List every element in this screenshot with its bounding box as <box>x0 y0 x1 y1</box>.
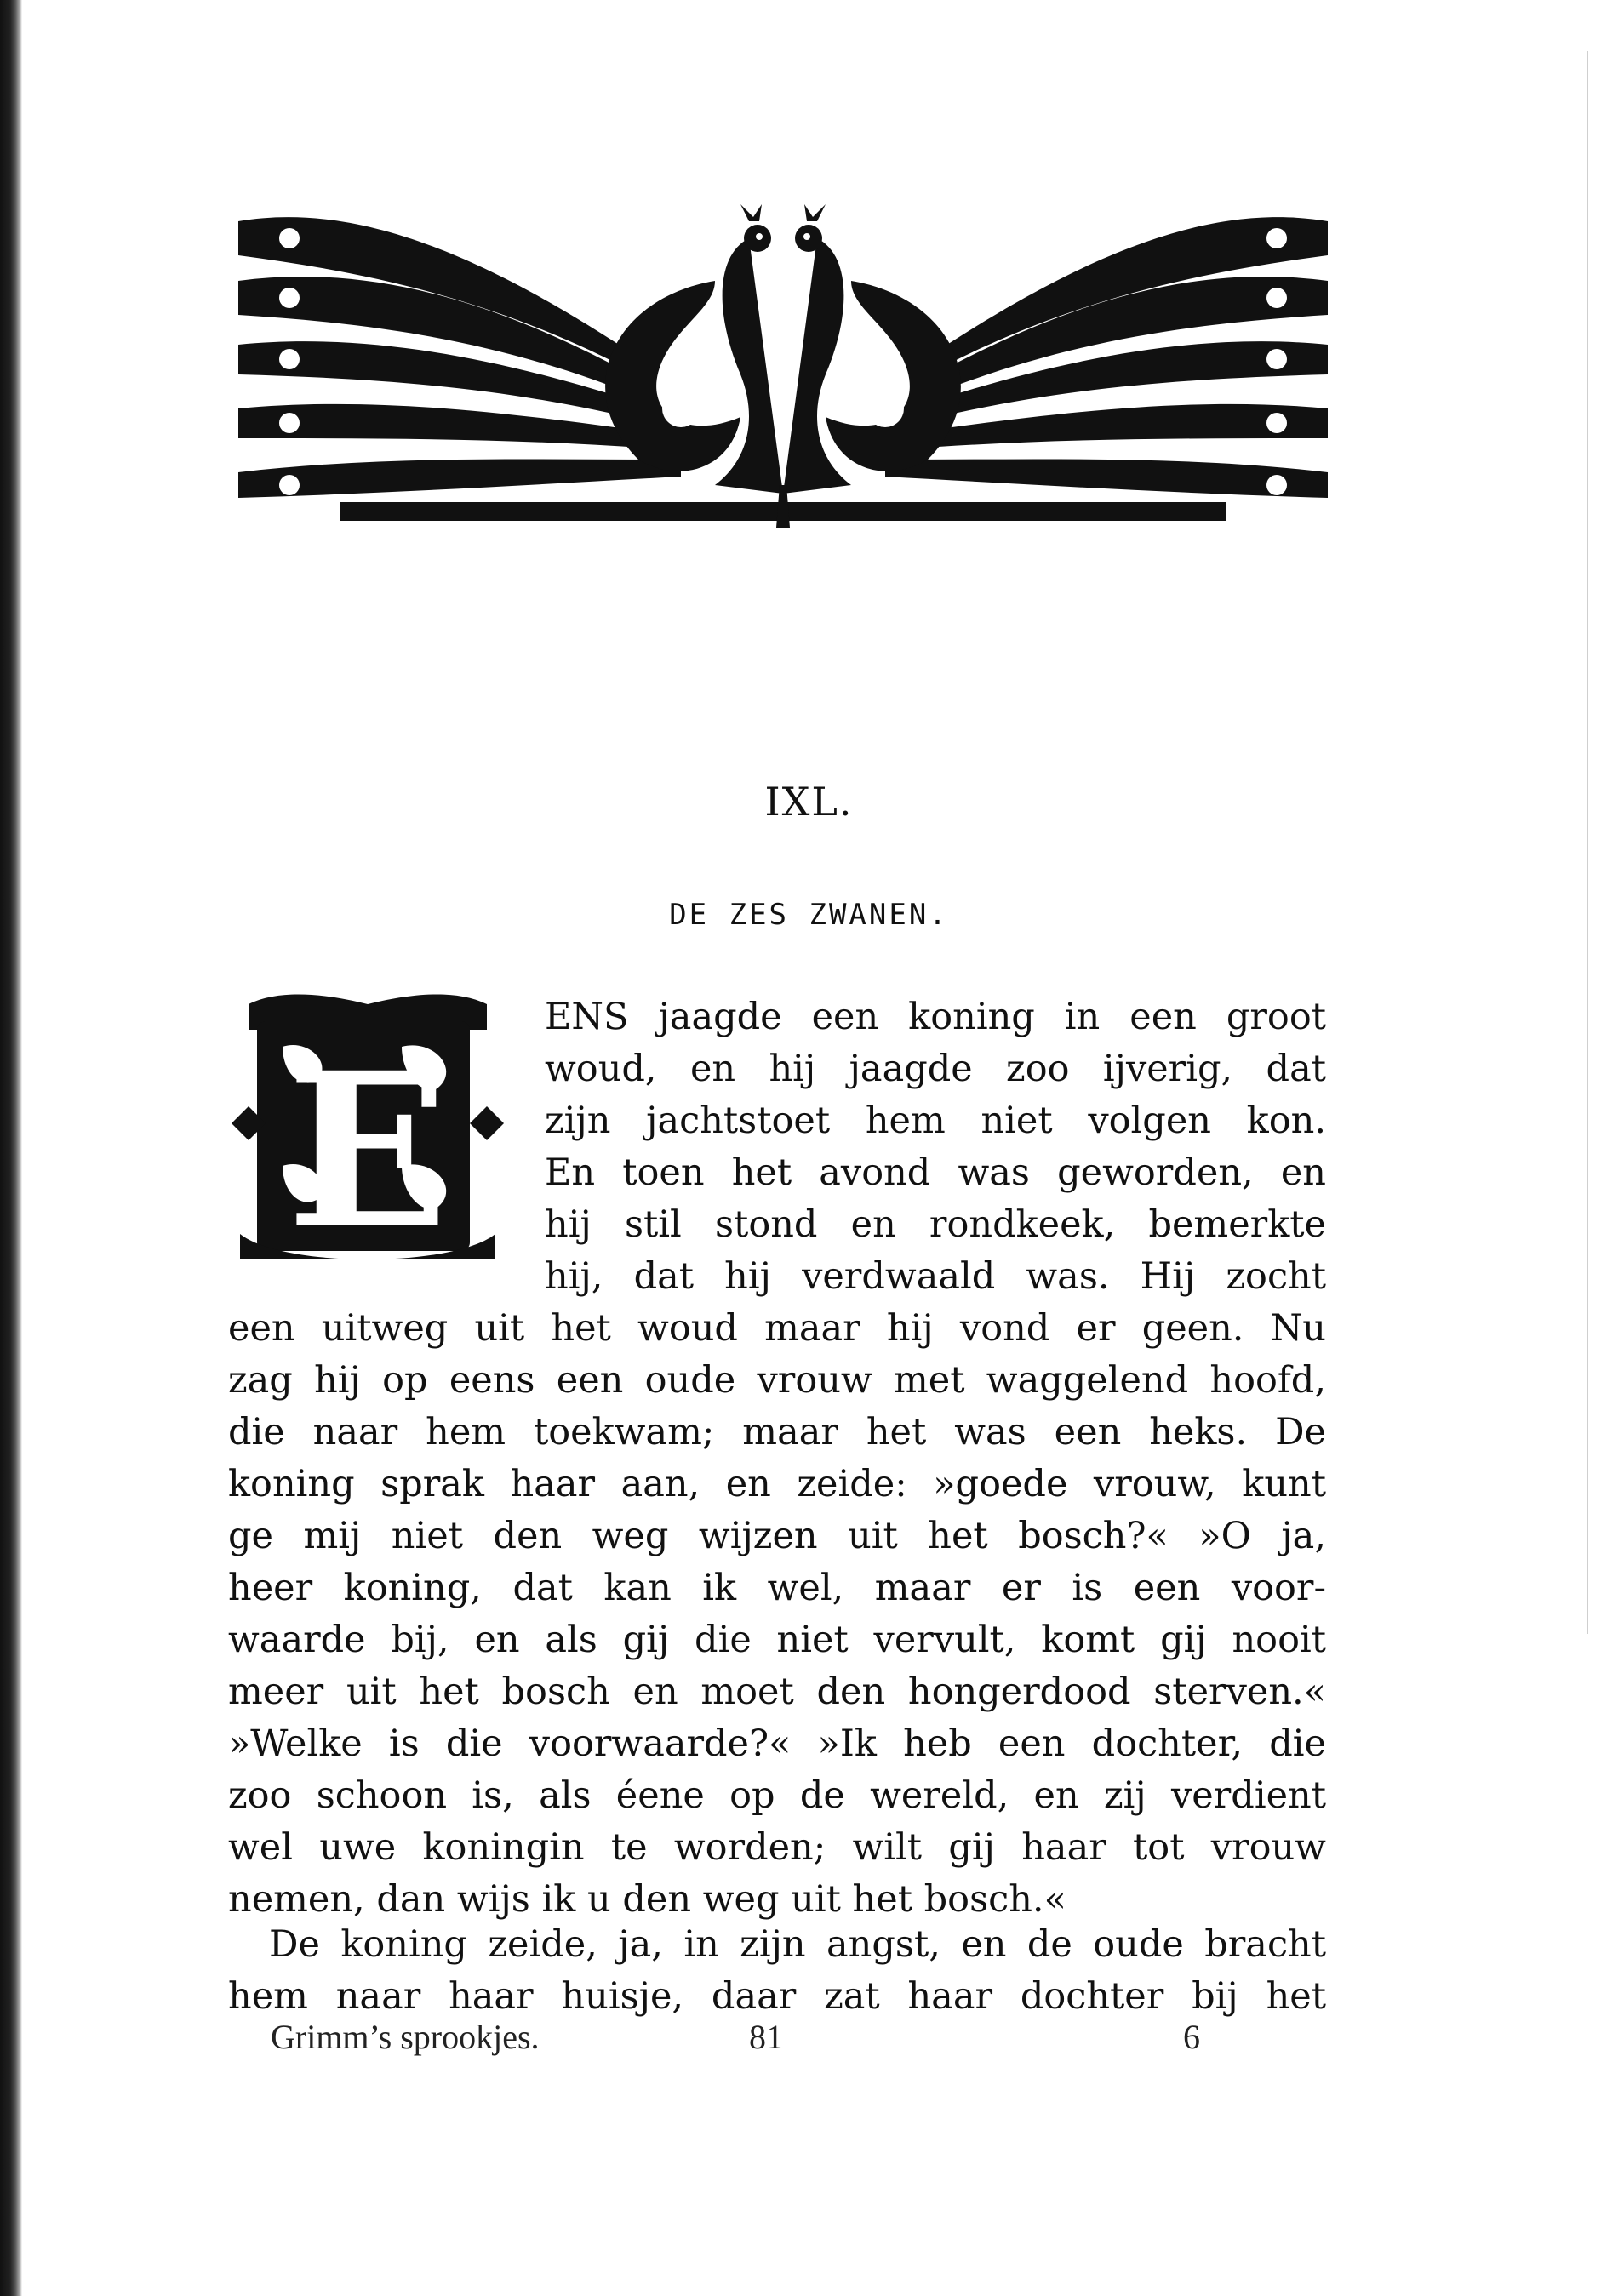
footer-book-title: Grimm’s sprookjes. <box>271 2018 540 2056</box>
text-line: meer uit het bosch en moet den hongerdood sterven.« <box>228 1671 1326 1713</box>
footer-page-number: 81 <box>749 2018 783 2056</box>
text-line: zag hij op eens een oude vrouw met waggelend hoofd, <box>228 1359 1326 1402</box>
text-line: »Welke is die voorwaarde?« »Ik heb een dochter, die <box>228 1722 1326 1765</box>
text-line: ge mij niet den weg wijzen uit het bosch?« »O ja, <box>228 1515 1326 1557</box>
text-line: zoo schoon is, als éene op de wereld, en zij verdient <box>228 1774 1326 1817</box>
text-line: ENS jaagde een koning in een groot <box>545 996 1326 1038</box>
text-line: die naar hem toekwam; maar het was een heks. De <box>228 1411 1326 1454</box>
text-line: hem naar haar huisje, daar zat haar dochter bij het <box>228 1975 1326 2018</box>
book-spine-edge <box>0 0 22 2296</box>
paragraph-1-body <box>228 1303 1326 1926</box>
text-line: koning sprak haar aan, en zeide: »goede vrouw, kunt <box>228 1463 1326 1505</box>
text-line: hij, dat hij verdwaald was. Hij zocht <box>545 1255 1326 1298</box>
text-line: nemen, dan wijs ik u den weg uit het bosch.« <box>228 1878 1066 1921</box>
paragraph-1-indented <box>545 991 1326 1303</box>
drop-cap-letter: E <box>286 1025 449 1276</box>
paragraph-2 <box>228 1919 1326 2023</box>
chapter-title: DE ZES ZWANEN. <box>669 898 949 932</box>
text-line: woud, en hij jaagde zoo ijverig, dat <box>545 1048 1326 1090</box>
decorated-initial <box>232 987 504 1277</box>
footer-signature: 6 <box>1183 2018 1200 2056</box>
peacock-ornament-icon <box>238 204 1328 528</box>
text-line: wel uwe koningin te worden; wilt gij haar tot vrouw <box>228 1826 1326 1869</box>
text-line: hij stil stond en rondkeek, bemerkte <box>545 1203 1326 1246</box>
text-line: En toen het avond was geworden, en <box>545 1151 1326 1194</box>
text-line: heer koning, dat kan ik wel, maar er is een voor- <box>228 1567 1326 1609</box>
text-line: zijn jachtstoet hem niet volgen kon. <box>545 1099 1326 1142</box>
chapter-number: IXL. <box>764 779 854 825</box>
text-line: waarde bij, en als gij die niet vervult, komt gij nooit <box>228 1619 1326 1661</box>
text-line: De koning zeide, ja, in zijn angst, en de oude bracht <box>269 1923 1326 1966</box>
page-edge-rule <box>1587 51 1588 1634</box>
text-line: een uitweg uit het woud maar hij vond er geen. Nu <box>228 1307 1326 1350</box>
